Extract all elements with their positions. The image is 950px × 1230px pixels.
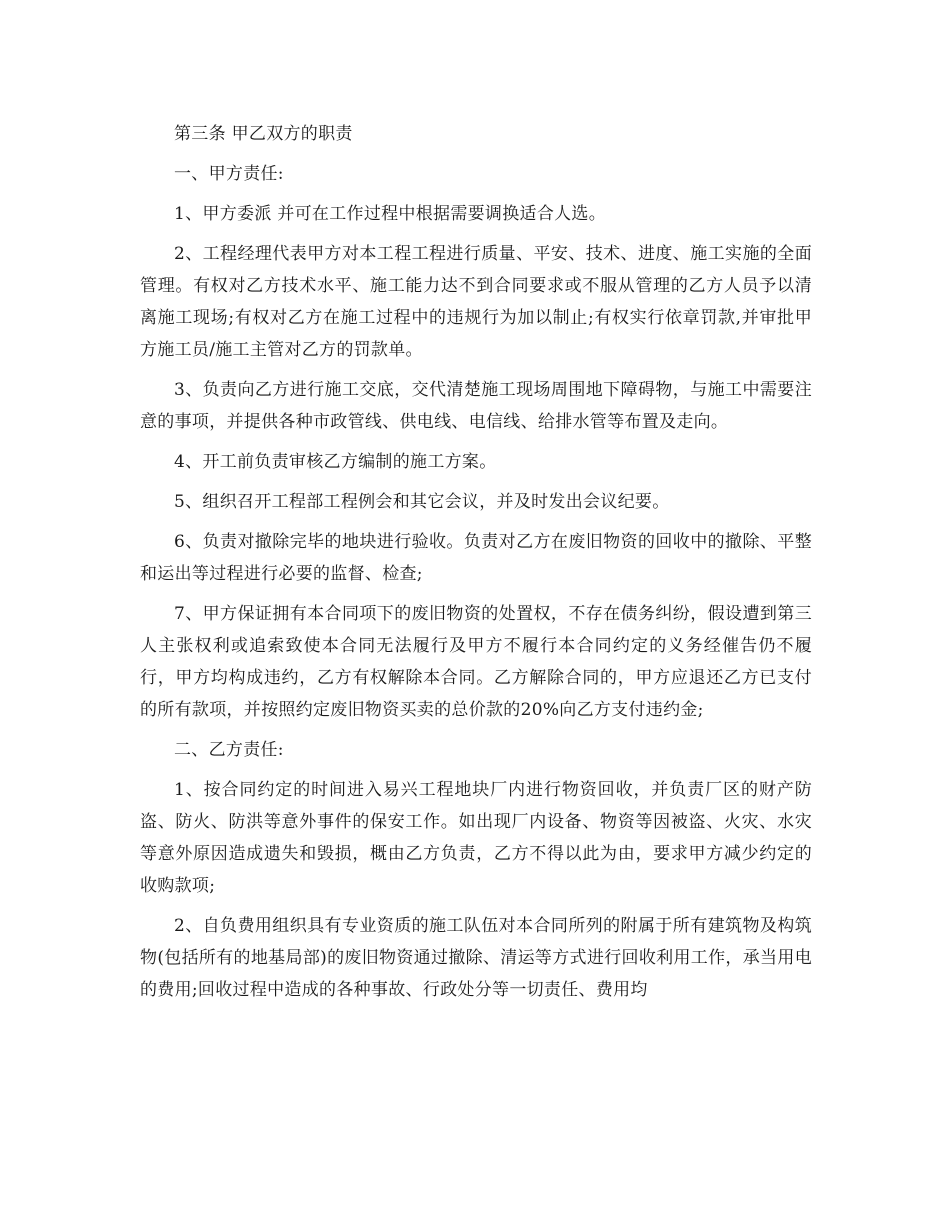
- document-page: [140, 118, 812, 1014]
- paragraph: 2、自负费用组织具有专业资质的施工队伍对本合同所列的附属于所有建筑物及构筑物(包括所有的地基局部)的废旧物资通过撤除、清运等方式进行回收利用工作，承当用电的费用;回收过程中造成的各种事故、行政处分等一切责任、费用均: [140, 916, 812, 1000]
- section-heading-party-b: 二、乙方责任:: [174, 740, 284, 760]
- paragraph: 6、负责对撤除完毕的地块进行验收。负责对乙方在废旧物资的回收中的撤除、平整和运出等过程进行必要的监督、检查;: [140, 532, 812, 584]
- paragraph: 5、组织召开工程部工程例会和其它会议，并及时发出会议纪要。: [174, 492, 670, 512]
- paragraph: 7、甲方保证拥有本合同项下的废旧物资的处置权，不存在债务纠纷，假设遭到第三人主张权利或追索致使本合同无法履行及甲方不履行本合同约定的义务经催告仍不履行，甲方均构成违约，乙方有权解除本合同。乙方解除合同的，甲方应退还乙方已支付的所有款项，并按照约定废旧物资买卖的总价款的20%向乙方支付违约金;: [140, 604, 812, 720]
- section-heading-party-a: 一、甲方责任:: [174, 164, 284, 184]
- paragraph: 4、开工前负责审核乙方编制的施工方案。: [174, 452, 497, 472]
- paragraph: 2、工程经理代表甲方对本工程工程进行质量、平安、技术、进度、施工实施的全面管理。有权对乙方技术水平、施工能力达不到合同要求或不服从管理的乙方人员予以清离施工现场;有权对乙方在施工过程中的违规行为加以制止;有权实行依章罚款,并审批甲方施工员/施工主管对乙方的罚款单。: [140, 244, 812, 360]
- paragraph: 1、甲方委派 并可在工作过程中根据需要调换适合人选。: [174, 204, 607, 224]
- paragraph: 3、负责向乙方进行施工交底，交代清楚施工现场周围地下障碍物，与施工中需要注意的事项，并提供各种市政管线、供电线、电信线、给排水管等布置及走向。: [140, 380, 812, 432]
- article-heading: 第三条 甲乙双方的职责: [174, 124, 353, 144]
- paragraph: 1、按合同约定的时间进入易兴工程地块厂内进行物资回收，并负责厂区的财产防盗、防火、防洪等意外事件的保安工作。如出现厂内设备、物资等因被盗、火灾、水灾等意外原因造成遗失和毁损，概由乙方负责，乙方不得以此为由，要求甲方减少约定的收购款项;: [140, 780, 812, 896]
